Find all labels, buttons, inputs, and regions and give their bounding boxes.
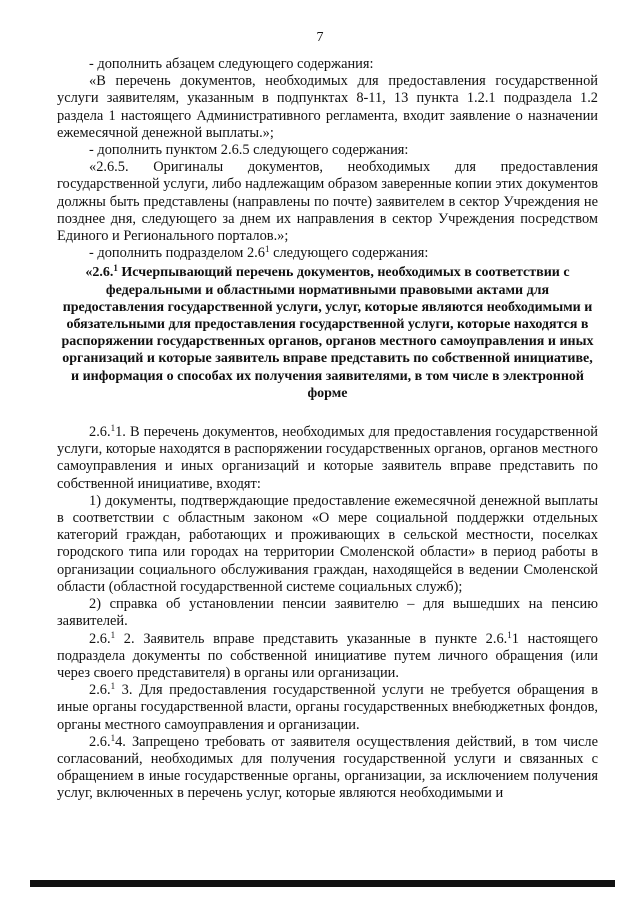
- list-item-1: 1) документы, подтверждающие предоставление ежемесячной денежной выплаты в соответствии с областным законом «О мере социальной поддержки отдельных категорий граждан, работающих и проживающих в сельской местности, поселках городского типа или городах на территории Смоленской области» в период работы в организации социального обслуживания граждан, находящейся в ведении Смоленской области (областной государственной системе социальных служб);: [57, 492, 598, 595]
- text-part: 2.6.: [89, 630, 111, 647]
- heading-number: «2.6.: [85, 265, 114, 281]
- text-part: 2.6.: [89, 424, 111, 441]
- document-body: [57, 56, 598, 803]
- paragraph-add-2-6-5: - дополнить пунктом 2.6.5 следующего содержания:: [89, 142, 409, 159]
- text-part: 4. Запрещено требовать от заявителя осуществления действий, в том числе согласований, необходимых для получения государственной услуги и связанных с обращением в иные государственные органы, организации, за исключением получения услуг, включенных в перечень услуг, которые являются необходимыми и: [57, 733, 598, 802]
- paragraph-document-list-quote: «В перечень документов, необходимых для предоставления государственной услуги заявителям, указанным в подпунктах 8-11, 13 пункта 1.2.1 подраздела 1.2 раздела 1 настоящего Административного регламента, входит заявление о назначении ежемесячной денежной выплаты.»;: [57, 73, 598, 141]
- item-2-6-1-1: [57, 424, 598, 493]
- text-part: 2.6.: [89, 733, 111, 750]
- paragraph-2-6-5-originals: «2.6.5. Оригиналы документов, необходимых для предоставления государственной услуги, либо надлежащим образом заверенные копии этих документов должны быть представлены (направлены по почте) заявителем в сектор Учреждения не позднее дня, следующего за днем их направления в сектор Учреждения посредством Единого и Регионального порталов.»;: [57, 159, 598, 245]
- paragraph-add-subsection: [57, 245, 598, 262]
- superscript: 1: [110, 629, 116, 640]
- text-part: 2. Заявитель вправе представить указанные в пункте 2.6.: [115, 630, 508, 647]
- list-item-2: 2) справка об установлении пенсии заявителю – для вышедших на пенсию заявителей.: [57, 596, 598, 630]
- text-part: 1. В перечень документов, необходимых для предоставления государственной услуги, которые находятся в распоряжении государственных органов, органов местного самоуправления и иных организаций и которые заявитель вправе представить по собственной инициативе, входят:: [57, 424, 598, 492]
- item-2-6-1-3: [57, 682, 598, 734]
- item-2-6-1-2: [57, 631, 598, 683]
- superscript: 1: [113, 263, 118, 274]
- spacer: [57, 402, 598, 424]
- text-part: - дополнить подразделом 2.6: [89, 245, 265, 262]
- bottom-rule: [30, 880, 615, 887]
- item-2-6-1-4: [57, 734, 598, 803]
- heading-text: Исчерпывающий перечень документов, необходимых в соответствии с федеральными и областными нормативными правовыми актами для предоставления государственной услуги, услуг, которые являются необходимыми и обязательными для предоставления государственной услуги, которые находятся в распоряжении государственных органов, органов местного самоуправления и иных организаций и которые заявитель вправе представить по собственной инициативе, и информация о способах их получения заявителями, в том числе в электронной форме: [61, 265, 594, 401]
- page-number: 7: [316, 30, 324, 45]
- superscript: 1: [507, 629, 512, 640]
- superscript: 1: [110, 732, 116, 743]
- section-heading: [57, 264, 598, 402]
- text-part: 3. Для предоставления государственной услуги не требуется обращения в иные органы государственной власти, органы государственных внебюджетных фондов, органы местного самоуправления и организации.: [57, 682, 598, 733]
- superscript: 1: [264, 244, 270, 255]
- paragraph-add-abzac: - дополнить абзацем следующего содержания:: [89, 56, 374, 72]
- text-part: 1 настоящего подраздела документы по собственной инициативе путем личного обращения (или через своего представителя) в органы или организации.: [57, 630, 598, 681]
- superscript: 1: [110, 681, 116, 692]
- text-part: 2.6.: [89, 682, 111, 699]
- superscript: 1: [110, 423, 116, 434]
- text-part: следующего содержания:: [269, 245, 429, 262]
